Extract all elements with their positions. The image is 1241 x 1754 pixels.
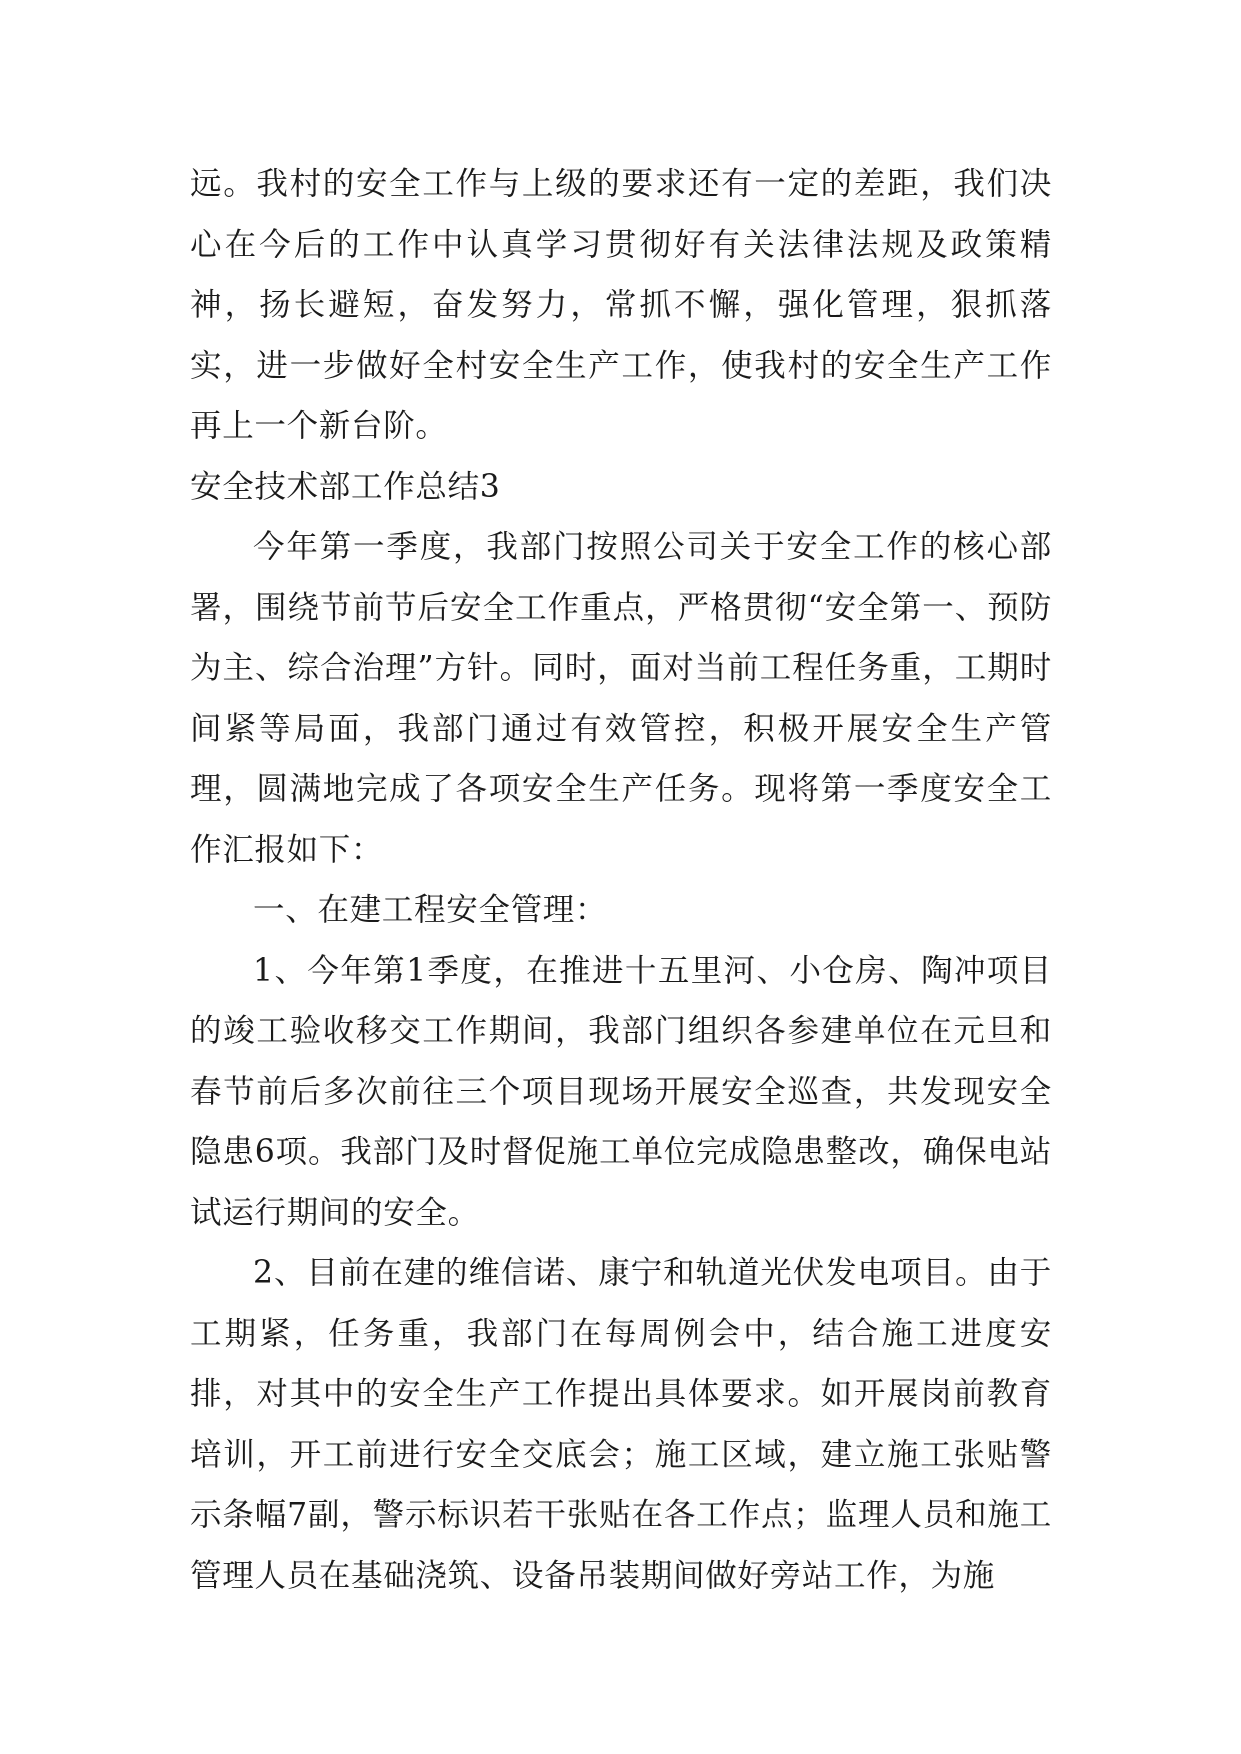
paragraph-closing-previous-section: 远。我村的安全工作与上级的要求还有一定的差距，我们决心在今后的工作中认真学习贯彻好有关法律法规及政策精神，扬长避短，奋发努力，常抓不懈，强化管理，狠抓落实，进一步做好全村安全生产工作，使我村的安全生产工作再上一个新台阶。: [190, 166, 1052, 444]
paragraph-item-1: 1、今年第1季度，在推进十五里河、小仓房、陶冲项目的竣工验收移交工作期间，我部门组织各参建单位在元旦和春节前后多次前往三个项目现场开展安全巡查，共发现安全隐患6项。我部门及时督促施工单位完成隐患整改，确保电站试运行期间的安全。: [190, 952, 1052, 1231]
section-heading: 安全技术部工作总结3: [190, 468, 501, 505]
paragraph-intro: 今年第一季度，我部门按照公司关于安全工作的核心部署，围绕节前节后安全工作重点，严格贯彻“安全第一、预防为主、综合治理”方针。同时，面对当前工程任务重，工期时间紧等局面，我部门通过有效管控，积极开展安全生产管理，圆满地完成了各项安全生产任务。现将第一季度安全工作汇报如下：: [190, 529, 1052, 868]
document-body: [190, 154, 1052, 1606]
paragraph-item-2: 2、目前在建的维信诺、康宁和轨道光伏发电项目。由于工期紧，任务重，我部门在每周例会中，结合施工进度安排，对其中的安全生产工作提出具体要求。如开展岗前教育培训，开工前进行安全交底会；施工区域，建立施工张贴警示条幅7副，警示标识若干张贴在各工作点；监理人员和施工管理人员在基础浇筑、设备吊装期间做好旁站工作，为施: [190, 1255, 1052, 1594]
subheading-construction-safety: 一、在建工程安全管理：: [253, 892, 608, 928]
